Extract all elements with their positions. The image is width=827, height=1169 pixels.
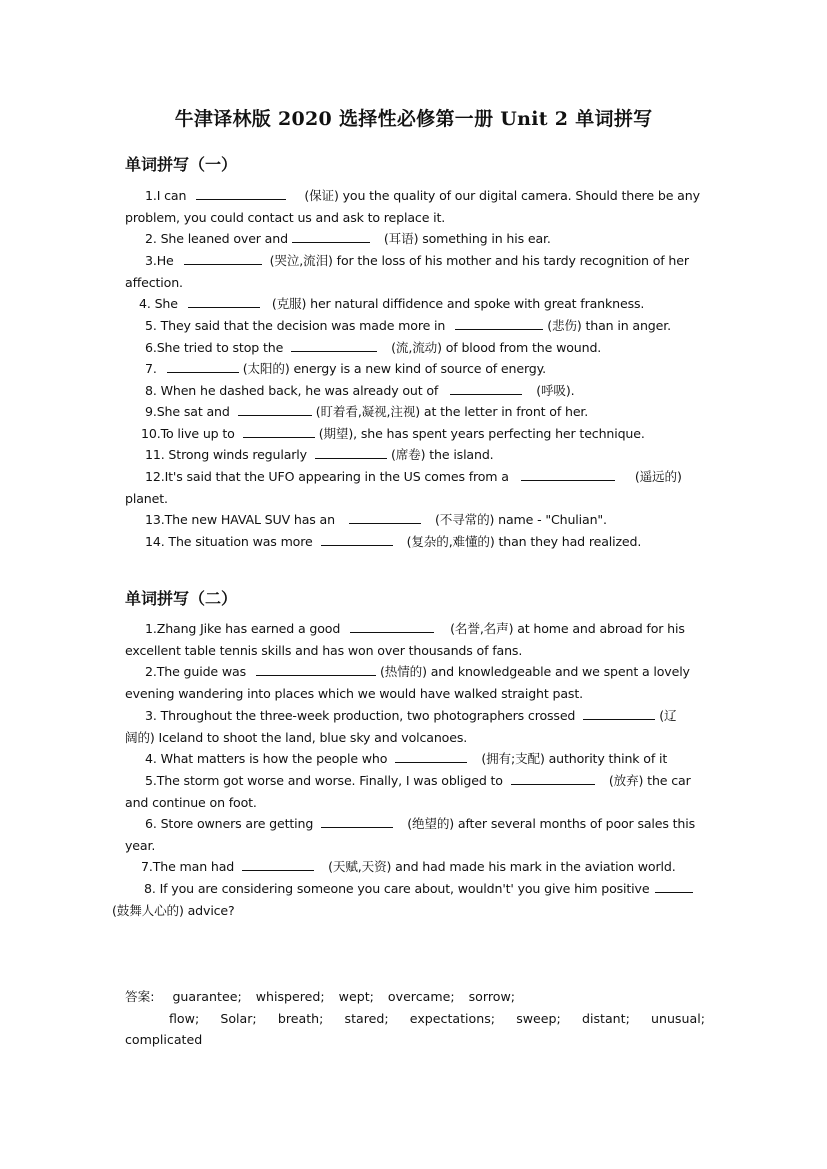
- answer-word: overcame;: [387, 989, 455, 1004]
- answer-blank[interactable]: [243, 424, 315, 438]
- question-1-8: 8. When he dashed back, he was already out of (呼吸).: [145, 383, 575, 398]
- section-2-heading: 单词拼写（二）: [125, 589, 238, 608]
- answer-blank[interactable]: [395, 749, 467, 763]
- answer-blank[interactable]: [349, 510, 421, 524]
- answer-blank[interactable]: [321, 532, 393, 546]
- question-2-5: 5.The storm got worse and worse. Finally, I was obliged to (放弃) the car and continue on foot.: [125, 773, 691, 810]
- answer-word: distant;: [581, 1010, 630, 1026]
- page-title: 牛津译林版 2020 选择性必修第一册 Unit 2 单词拼写: [174, 108, 653, 130]
- answer-blank[interactable]: [242, 857, 314, 871]
- question-2-2: 2.The guide was (热情的) and knowledgeable and we spent a lovely evening wandering into places which we would have walked straight past.: [125, 664, 690, 701]
- answer-blank[interactable]: [450, 381, 522, 395]
- answer-blank[interactable]: [292, 229, 370, 243]
- question-1-7: 7. (太阳的) energy is a new kind of source of energy.: [145, 361, 546, 376]
- question-1-13: 13.The new HAVAL SUV has an (不寻常的) name - "Chulian".: [145, 512, 607, 527]
- answer-key-label: 答案:: [125, 989, 155, 1004]
- question-2-3: 3. Throughout the three-week production, two photographers crossed (辽 阔的) Iceland to shoot the land, blue sky and volcanoes.: [125, 708, 677, 745]
- answer-blank[interactable]: [291, 338, 377, 352]
- question-1-9: 9.She sat and (盯着看,凝视,注视) at the letter in front of her.: [145, 404, 589, 419]
- answer-blank[interactable]: [184, 251, 262, 265]
- answer-blank[interactable]: [188, 294, 260, 308]
- question-1-5: 5. They said that the decision was made more in (悲伤) than in anger.: [145, 318, 671, 333]
- answer-word: expectations;: [409, 1010, 496, 1026]
- answer-blank[interactable]: [521, 467, 615, 481]
- answer-word: stared;: [344, 1010, 389, 1026]
- answer-blank[interactable]: [238, 402, 312, 416]
- answer-key: [125, 986, 705, 1051]
- question-2-4: 4. What matters is how the people who (拥有;支配) authority think of it: [145, 751, 668, 766]
- question-1-14: 14. The situation was more (复杂的,难懂的) than they had realized.: [145, 534, 642, 549]
- answer-blank[interactable]: [655, 879, 693, 893]
- answer-blank[interactable]: [256, 662, 376, 676]
- answer-word: breath;: [277, 1010, 324, 1026]
- question-2-6: 6. Store owners are getting (绝望的) after several months of poor sales this year.: [125, 816, 696, 853]
- question-1-4: 4. She (克服) her natural diffidence and spoke with great frankness.: [139, 296, 645, 311]
- answer-blank[interactable]: [167, 359, 239, 373]
- answer-blank[interactable]: [350, 619, 434, 633]
- question-2-8: 8. If you are considering someone you care about, wouldn't' you give him positive (鼓舞人心的) advice?: [112, 878, 705, 921]
- answer-word: complicated: [125, 1032, 203, 1048]
- question-1-6: 6.She tried to stop the (流,流动) of blood from the wound.: [145, 340, 602, 355]
- answer-word: unusual;: [650, 1010, 705, 1026]
- question-1-3: 3.He (哭泣,流泪) for the loss of his mother and his tardy recognition of her affection.: [125, 253, 689, 290]
- answer-word: wept;: [338, 989, 374, 1004]
- answer-word: flow;: [169, 1010, 200, 1026]
- answer-blank[interactable]: [315, 445, 387, 459]
- answer-blank[interactable]: [583, 706, 655, 720]
- answer-word: guarantee;: [172, 989, 242, 1004]
- answer-word: whispered;: [255, 989, 325, 1004]
- question-1-10: 10.To live up to (期望), she has spent years perfecting her technique.: [141, 426, 645, 441]
- question-1-1: 1.I can (保证) you the quality of our digital camera. Should there be any problem, you could contact us and ask to replace it.: [125, 188, 700, 225]
- question-1-11: 11. Strong winds regularly (席卷) the island.: [145, 447, 494, 462]
- answer-blank[interactable]: [196, 186, 286, 200]
- question-2-1: 1.Zhang Jike has earned a good (名誉,名声) at home and abroad for his excellent table tennis skills and has won over thousands of fans.: [125, 621, 685, 658]
- answer-blank[interactable]: [455, 316, 543, 330]
- section-1-heading: 单词拼写（一）: [125, 155, 238, 174]
- question-2-7: 7.The man had (天赋,天资) and had made his mark in the aviation world.: [141, 859, 676, 874]
- answer-word: sweep;: [516, 1010, 561, 1026]
- question-1-2: 2. She leaned over and (耳语) something in his ear.: [145, 231, 551, 246]
- answer-blank[interactable]: [321, 814, 393, 828]
- answer-blank[interactable]: [511, 771, 595, 785]
- question-1-12: 12.It's said that the UFO appearing in the US comes from a (遥远的) planet.: [125, 469, 682, 506]
- answer-word: sorrow;: [468, 989, 515, 1004]
- answer-word: Solar;: [220, 1010, 257, 1026]
